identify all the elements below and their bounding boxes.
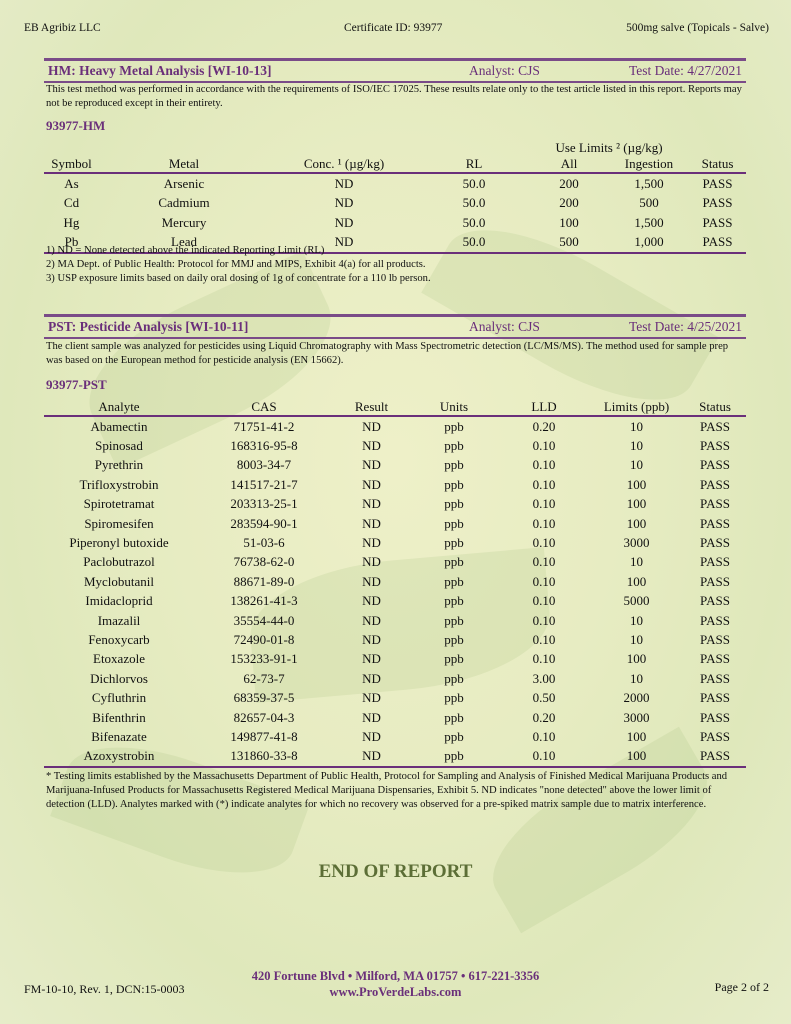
table-cell: Hg xyxy=(63,214,80,230)
certificate-id: Certificate ID: 93977 xyxy=(344,22,443,34)
hm-footnote: 3) USP exposure limits based on daily oral dosing of 1g of concentrate for a 110 lb person. xyxy=(46,273,431,284)
hm-analyst: Analyst: CJS xyxy=(469,63,540,78)
table-cell: PASS xyxy=(700,651,730,667)
pst-title: PST: Pesticide Analysis [WI-10-11] xyxy=(48,319,249,334)
table-cell: ND xyxy=(334,747,409,767)
lab-website[interactable]: www.ProVerdeLabs.com xyxy=(329,985,462,999)
table-row xyxy=(44,688,746,707)
table-cell: 100 xyxy=(559,214,579,230)
table-cell: ppb xyxy=(444,438,464,454)
table-cell: PASS xyxy=(700,418,730,434)
table-cell: 62-73-7 xyxy=(243,670,285,686)
table-row xyxy=(44,495,746,514)
table-cell: 71751-41-2 xyxy=(233,418,295,434)
table-row xyxy=(44,514,746,533)
table-cell: 0.10 xyxy=(532,438,556,454)
table-cell: 76738-62-0 xyxy=(233,554,295,570)
table-cell: Azoxystrobin xyxy=(44,747,194,767)
table-cell: ppb xyxy=(444,670,464,686)
table-cell: PASS xyxy=(700,438,730,454)
pst-intro: The client sample was analyzed for pesticides using Liquid Chromatography with Mass Spectrometric detection (LC/MS/MS). The method used for sample prep was based on the European method for pesticide analysis (EN 15662). xyxy=(46,341,729,366)
table-cell: Cadmium xyxy=(158,195,210,211)
table-cell: PASS xyxy=(702,214,733,230)
table-cell: 0.50 xyxy=(532,690,556,706)
pst-column-header: Limits (ppb) xyxy=(589,398,684,416)
table-cell: Abamectin xyxy=(90,418,148,434)
table-cell: 0.10 xyxy=(532,631,556,647)
table-cell: PASS xyxy=(700,573,730,589)
table-cell: Pb xyxy=(44,233,99,254)
table-cell: 10 xyxy=(630,457,643,473)
table-cell: PASS xyxy=(700,612,730,628)
table-cell: ND xyxy=(362,515,381,531)
table-cell: 100 xyxy=(626,515,647,531)
table-cell: 500 xyxy=(639,195,659,211)
table-cell: 0.10 xyxy=(532,476,556,492)
table-row xyxy=(44,592,746,611)
table-row xyxy=(44,475,746,494)
table-cell: 0.10 xyxy=(532,515,556,531)
product-name: 500mg salve (Topicals - Salve) xyxy=(626,22,769,34)
table-cell: PASS xyxy=(702,195,733,211)
form-id: FM-10-10, Rev. 1, DCN:15-0003 xyxy=(24,982,185,996)
table-row xyxy=(44,630,746,649)
page-number: Page 2 of 2 xyxy=(714,980,769,994)
table-cell: 51-03-6 xyxy=(243,535,285,551)
table-cell: 141517-21-7 xyxy=(230,476,298,492)
hm-test-date: Test Date: 4/27/2021 xyxy=(628,63,742,78)
pesticide-table xyxy=(44,398,746,768)
table-cell: 168316-95-8 xyxy=(230,438,298,454)
table-cell: 1,500 xyxy=(634,175,664,191)
table-cell: ND xyxy=(269,233,419,254)
table-cell: ND xyxy=(362,457,381,473)
table-cell: Mercury xyxy=(161,214,207,230)
pst-column-header: Units xyxy=(409,398,499,416)
table-cell: 50.0 xyxy=(462,195,486,211)
table-cell: 10 xyxy=(630,670,643,686)
table-cell: 82657-04-3 xyxy=(233,709,295,725)
table-cell: ppb xyxy=(409,747,499,767)
table-cell: Spinosad xyxy=(95,438,143,454)
end-of-report: END OF REPORT xyxy=(318,861,473,882)
hm-column-header: Symbol xyxy=(44,156,99,173)
table-cell: Etoxazole xyxy=(93,651,145,667)
table-row xyxy=(44,416,746,436)
table-cell: ND xyxy=(362,728,381,744)
table-cell: ppb xyxy=(444,496,464,512)
table-row xyxy=(44,436,746,455)
table-cell: ppb xyxy=(444,690,464,706)
table-cell: Paclobutrazol xyxy=(83,554,155,570)
table-cell: Cyfluthrin xyxy=(91,690,147,706)
table-cell: 100 xyxy=(589,747,684,767)
table-cell: Bifenazate xyxy=(91,728,147,744)
table-cell: 10 xyxy=(630,631,643,647)
table-row xyxy=(44,533,746,552)
table-cell: 10 xyxy=(630,438,643,454)
table-cell: 50.0 xyxy=(462,175,486,191)
pst-analyst: Analyst: CJS xyxy=(469,319,540,334)
table-cell: ppb xyxy=(444,573,464,589)
page-header xyxy=(24,22,769,38)
table-cell: ND xyxy=(362,670,381,686)
table-row xyxy=(44,747,746,767)
table-cell: 1,000 xyxy=(609,233,689,254)
table-cell: 3000 xyxy=(623,709,650,725)
table-cell: ppb xyxy=(444,651,464,667)
table-cell: Imidacloprid xyxy=(85,593,153,609)
table-cell: 283594-90-1 xyxy=(230,515,298,531)
table-cell: 68359-37-5 xyxy=(233,690,295,706)
table-row xyxy=(44,572,746,591)
table-cell: 0.10 xyxy=(532,593,556,609)
table-cell: PASS xyxy=(700,631,730,647)
table-cell: 10 xyxy=(630,418,643,434)
table-cell: 100 xyxy=(626,573,647,589)
table-cell: ND xyxy=(362,418,381,434)
table-cell: ND xyxy=(362,593,381,609)
table-cell: Pyrethrin xyxy=(94,457,144,473)
table-cell: ND xyxy=(334,195,354,211)
table-cell: 3000 xyxy=(623,535,650,551)
table-cell: 500 xyxy=(529,233,609,254)
table-cell: 10 xyxy=(630,612,643,628)
table-row xyxy=(44,669,746,688)
table-cell: Spirotetramat xyxy=(83,496,155,512)
table-cell: 0.20 xyxy=(532,709,556,725)
table-cell: 5000 xyxy=(623,593,650,609)
table-cell: PASS xyxy=(700,690,730,706)
pst-column-header: Status xyxy=(684,398,746,416)
table-cell: ppb xyxy=(444,535,464,551)
table-row xyxy=(44,456,746,475)
lab-address: 420 Fortune Blvd • Milford, MA 01757 • 617-221-3356 xyxy=(251,969,540,983)
table-cell: 100 xyxy=(626,728,647,744)
table-cell: ppb xyxy=(444,457,464,473)
table-cell: Bifenthrin xyxy=(92,709,146,725)
table-cell: 100 xyxy=(626,476,647,492)
table-cell: ND xyxy=(362,612,381,628)
pst-test-date: Test Date: 4/25/2021 xyxy=(628,319,742,334)
table-cell: 8003-34-7 xyxy=(236,457,292,473)
pst-column-header: Result xyxy=(334,398,409,416)
table-cell: PASS xyxy=(700,496,730,512)
table-cell: ppb xyxy=(444,631,464,647)
table-cell: 0.10 xyxy=(532,651,556,667)
table-cell: 1,500 xyxy=(634,214,664,230)
table-cell: PASS xyxy=(700,457,730,473)
table-row xyxy=(44,650,746,669)
table-cell: 3.00 xyxy=(532,670,556,686)
table-cell: Piperonyl butoxide xyxy=(69,535,169,551)
table-cell: Imazalil xyxy=(97,612,141,628)
table-cell: 0.10 xyxy=(499,747,589,767)
table-cell: ND xyxy=(362,651,381,667)
table-cell: ND xyxy=(362,554,381,570)
table-cell: 100 xyxy=(626,651,647,667)
pst-footnote: * Testing limits established by the Massachusetts Department of Public Health, Protocol for Sampling and Analysis of Finished Medical Marijuana Products and Marijuana-Infused Products for Massachusetts Registered Medical Marijuana Dispensaries, Exhibit 5. ND indicates "none detected" above the lower limit of detection (LLD). Analytes marked with (*) indicate analytes for which no recovery was observed for a pre-spiked matrix sample due to matrix interference. xyxy=(46,771,728,810)
table-cell: 72490-01-8 xyxy=(233,631,295,647)
table-row xyxy=(44,708,746,727)
table-cell: ppb xyxy=(444,593,464,609)
table-cell: PASS xyxy=(700,709,730,725)
table-cell: ND xyxy=(334,214,354,230)
table-row xyxy=(44,611,746,630)
hm-footnote: 1) ND = None detected above the indicated Reporting Limit (RL) xyxy=(46,245,325,256)
pst-sample-id: 93977-PST xyxy=(46,377,107,392)
table-cell: ND xyxy=(362,438,381,454)
table-cell: PASS xyxy=(700,593,730,609)
table-cell: 50.0 xyxy=(462,214,486,230)
table-cell: 138261-41-3 xyxy=(230,593,298,609)
table-cell: 131860-33-8 xyxy=(194,747,334,767)
pst-section-header xyxy=(44,314,746,339)
table-cell: ppb xyxy=(444,476,464,492)
hm-footnote: 2) MA Dept. of Public Health: Protocol for MMJ and MIPS, Exhibit 4(a) for all products. xyxy=(46,259,426,270)
hm-section-header xyxy=(44,58,746,83)
table-cell: ND xyxy=(362,476,381,492)
table-cell: 50.0 xyxy=(419,233,529,254)
table-cell: PASS xyxy=(700,535,730,551)
pst-column-header: LLD xyxy=(499,398,589,416)
table-cell: ppb xyxy=(444,554,464,570)
hm-intro: This test method was performed in accordance with the requirements of ISO/IEC 17025. These results relate only to the test article listed in this report. Reports may not be reproduced except in their entirety. xyxy=(46,84,742,109)
hm-column-header: Conc. ¹ (µg/kg) xyxy=(269,156,419,173)
hm-footnotes xyxy=(46,244,746,286)
table-cell: 0.10 xyxy=(532,457,556,473)
table-cell: ND xyxy=(362,709,381,725)
table-cell: 149877-41-8 xyxy=(230,728,298,744)
table-cell: 100 xyxy=(626,496,647,512)
table-cell: PASS xyxy=(702,175,733,191)
table-cell: 153233-91-1 xyxy=(230,651,298,667)
table-cell: Lead xyxy=(99,233,269,254)
table-cell: As xyxy=(64,175,79,191)
company-name: EB Agribiz LLC xyxy=(24,22,101,34)
table-cell: 0.10 xyxy=(532,554,556,570)
table-cell: PASS xyxy=(700,728,730,744)
hm-column-header: Metal xyxy=(99,156,269,173)
table-row xyxy=(44,194,746,214)
table-cell: ppb xyxy=(444,728,464,744)
table-row xyxy=(44,553,746,572)
table-cell: Spiromesifen xyxy=(84,515,154,531)
table-cell: ppb xyxy=(444,418,464,434)
table-cell: PASS xyxy=(684,747,746,767)
pst-column-header: CAS xyxy=(194,398,334,416)
heavy-metal-table xyxy=(44,140,746,254)
table-cell: Dichlorvos xyxy=(90,670,148,686)
hm-sample-id: 93977-HM xyxy=(46,118,106,133)
table-cell: 10 xyxy=(630,554,643,570)
hm-column-header: Status xyxy=(689,156,746,173)
table-cell: ND xyxy=(362,690,381,706)
table-cell: 35554-44-0 xyxy=(233,612,295,628)
table-cell: PASS xyxy=(700,554,730,570)
table-cell: 88671-89-0 xyxy=(233,573,295,589)
table-cell: ppb xyxy=(444,515,464,531)
hm-column-header: All xyxy=(529,156,609,173)
table-row xyxy=(44,727,746,746)
table-cell: 0.20 xyxy=(532,418,556,434)
table-cell: ND xyxy=(362,573,381,589)
table-cell: 0.10 xyxy=(532,573,556,589)
table-cell: PASS xyxy=(700,515,730,531)
table-cell: 0.10 xyxy=(532,612,556,628)
table-cell: Fenoxycarb xyxy=(88,631,150,647)
hm-title: HM: Heavy Metal Analysis [WI-10-13] xyxy=(48,63,272,78)
table-row xyxy=(44,213,746,233)
use-limits-header: Use Limits ² (µg/kg) xyxy=(555,140,663,155)
table-cell: Trifloxystrobin xyxy=(79,476,159,492)
table-cell: ND xyxy=(334,175,354,191)
table-cell: PASS xyxy=(700,476,730,492)
table-cell: ppb xyxy=(444,612,464,628)
table-cell: ND xyxy=(362,631,381,647)
table-cell: ND xyxy=(362,496,381,512)
table-cell: Arsenic xyxy=(163,175,205,191)
table-cell: PASS xyxy=(689,233,746,254)
table-cell: 0.10 xyxy=(532,535,556,551)
table-cell: Cd xyxy=(63,195,80,211)
table-cell: PASS xyxy=(700,670,730,686)
table-cell: 0.10 xyxy=(532,496,556,512)
table-row xyxy=(44,173,746,194)
table-cell: Myclobutanil xyxy=(83,573,155,589)
table-cell: 2000 xyxy=(623,690,650,706)
table-cell: 200 xyxy=(559,175,579,191)
hm-column-header: Ingestion xyxy=(609,156,689,173)
table-cell: 200 xyxy=(559,195,579,211)
table-cell: ND xyxy=(362,535,381,551)
table-cell: 203313-25-1 xyxy=(230,496,298,512)
hm-column-header: RL xyxy=(419,156,529,173)
pst-column-header: Analyte xyxy=(44,398,194,416)
table-cell: ppb xyxy=(444,709,464,725)
table-cell: 0.10 xyxy=(532,728,556,744)
